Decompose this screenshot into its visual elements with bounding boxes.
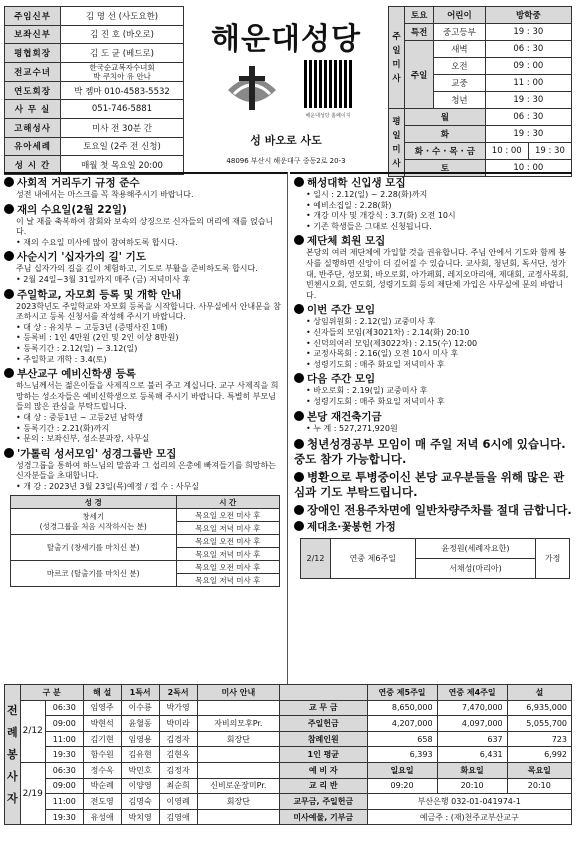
mass-c2: 교중 (434, 75, 486, 92)
column-header: 구 분 (20, 685, 83, 701)
notice-groups (294, 235, 572, 301)
list-item: • 교정사목회 : 2.16(일) 오전 10시 미사 후 (306, 349, 572, 360)
staff-name-line: 김 도 균 (베드로) (89, 48, 154, 59)
list-item: • 성령기도회 : 매주 화요일 저녁미사 후 (306, 360, 572, 371)
flower-candle: 연중 제6주일 (331, 539, 416, 579)
service-time: 09:00 (45, 716, 83, 732)
list-item: • 등록비 : 1인 4만원 (2인 및 2인 이상 8만원) (16, 333, 283, 344)
notice-list (4, 323, 283, 365)
service-b: 김명숙 (121, 794, 159, 810)
staff-name (61, 44, 184, 63)
notice-title (4, 251, 283, 264)
bible-time: 목요일 오전 미사 후 (176, 535, 279, 548)
mass-c1: 토요 (405, 7, 434, 24)
staff-name-line: 토요일 (2주 전 신청) (83, 142, 161, 153)
bullet-icon (294, 521, 304, 531)
weekday-time: 06 : 30 (485, 109, 571, 126)
prep-value: 20:10 (507, 778, 571, 794)
service-b: 박치영 (121, 809, 159, 825)
notice-title (294, 437, 572, 467)
qr-code-icon[interactable] (304, 60, 352, 108)
column-header: 1독서 (121, 685, 159, 701)
notice-title (294, 411, 572, 424)
flower-family: 윤정원(세례자요한) (415, 539, 536, 559)
flower-family: 서채성(마리아) (415, 559, 536, 579)
mass-c1: 특전 (405, 24, 434, 41)
mass-schedule-table (388, 6, 572, 177)
table-row (5, 700, 572, 716)
notice-title (294, 235, 572, 248)
service-a: 유성애 (83, 809, 121, 825)
bible-book-name: 창세기 (82, 511, 105, 521)
bullet-icon (294, 411, 304, 421)
notice-title-text: 장애인 전용주차면에 일반차량주차를 절대 금합니다. (307, 503, 572, 518)
notice-title-text: 부산교구 예비신학생 등록 (17, 368, 136, 381)
finance-header: 설 (507, 685, 571, 701)
service-date: 2/12 (20, 700, 45, 762)
notice-list (294, 190, 572, 232)
finance-key: 1인 평균 (280, 747, 367, 763)
notice-body: 이 날 재를 축복하여 참회와 보속의 상징으로 신자들의 머리에 재를 얹습니다. (16, 216, 274, 237)
service-c: 최순희 (159, 778, 197, 794)
notice-title-text: 해성대학 신입생 모집 (307, 177, 406, 189)
staff-role: 성 시 간 (5, 156, 61, 175)
list-item: • 개강 미사 및 개강식 : 3.7(화) 오전 10시 (306, 211, 572, 222)
column-header: 시 간 (176, 496, 279, 509)
mass-c3: 09 : 00 (485, 58, 571, 75)
notice-title (294, 470, 572, 500)
notice-title-text: 제단체 회원 모집 (307, 235, 386, 248)
bible-book (11, 535, 177, 561)
finance-value: 5,055,700 (507, 716, 571, 732)
service-a: 정수옥 (83, 762, 121, 778)
weekday-day: 화 (405, 126, 486, 143)
notice-title (294, 503, 572, 518)
staff-name-line: 박 젬마 010-4583-5532 (74, 86, 170, 97)
mass-c3: 19 : 30 (485, 24, 571, 41)
staff-row (5, 118, 184, 137)
service-c: 박미라 (159, 716, 197, 732)
bullet-icon (294, 235, 304, 245)
patron-saint: 성 바오로 사도 (250, 134, 322, 147)
bible-time: 목요일 저녁 미사 후 (176, 522, 279, 535)
weekday-time: 19 : 30 (485, 126, 571, 143)
staff-name-line: 051-746-5881 (91, 104, 153, 115)
notice-body: 하느님께서는 젊은이들을 사제직으로 불러 주고 계십니다. 교구 사제직을 희망하는 성소자들은 예비신학생으로 등록해 주시기 바랍니다. 특별히 부모님들의 많은 관심을 부탁드립니다. (16, 381, 279, 412)
service-b: 박민호 (121, 762, 159, 778)
flower-suffix: 가정 (536, 539, 570, 579)
notice-title (4, 448, 283, 461)
list-item: • 주일학교 개학 : 3.4(토) (16, 355, 283, 366)
bible-time: 목요일 오전 미사 후 (176, 509, 279, 522)
service-a: 박순례 (83, 778, 121, 794)
notice-title (294, 177, 572, 190)
list-item: • 대 상 : 중등1년 ~ 고등2년 남학생 (16, 413, 283, 424)
mass-c3: 11 : 00 (485, 75, 571, 92)
finance-value: 637 (437, 731, 507, 747)
notice-youth-bible (294, 437, 572, 467)
table-row (5, 716, 572, 732)
mass-c3: 19 : 30 (485, 92, 571, 109)
list-item: • 등록기간 : 2.12(일) ~ 3.12(일) (16, 344, 283, 355)
service-time: 06:30 (45, 700, 83, 716)
list-item: • 기존 학생들은 그대로 신청됩니다. (306, 222, 572, 233)
notice-bible-group (4, 448, 283, 493)
service-c: 김현옥 (159, 747, 197, 763)
staff-role: 전교수녀 (5, 62, 61, 81)
parish-address: 48096 부산시 해운대구 중동2로 20-3 (226, 157, 346, 165)
bank-holder: 예금주 : (재)천주교부산교구 (367, 809, 571, 825)
list-item: • 바오로회 : 2.19(일) 교중미사 후 (306, 386, 572, 397)
service-d: 회장단 (197, 794, 279, 810)
staff-role: 보좌신부 (5, 25, 61, 44)
mass-c2: 새벽 (434, 41, 486, 58)
table-row (5, 762, 572, 778)
notice-body: 본당의 여러 제단체에 가입할 것을 권유합니다. 주님 안에서 기도와 함께 봉사를 실행하면 신앙이 더 깊어질 수 있습니다. 교사회, 청년회, 독서단, 성가대, 반주단, 성모회, 바오로회, 아가페회, 레지오마리애, 제대회, 교정사목회, 빈첸시오회, 연도회, 성령기도회 등의 제단체 가입은 사무실에 문의 바랍니다. (306, 248, 569, 300)
weekday-day: 월 (405, 109, 486, 126)
bullet-icon (4, 251, 14, 261)
bullet-icon (294, 505, 304, 515)
list-item: • 대 상 : 유치부 ~ 고등3년 (증명사진 1매) (16, 323, 283, 334)
service-a: 박현석 (83, 716, 121, 732)
notice-body: 성경그룹을 통하여 하느님의 말씀과 그 섭리의 은총에 빠져들기를 희망하는 신자분들을 초대합니다. (16, 460, 276, 481)
weekday-time: 19 : 30 (528, 143, 571, 160)
bullet-icon (294, 373, 304, 383)
finance-value: 723 (507, 731, 571, 747)
mass-c2: 중고등부 (434, 24, 486, 41)
table-row (11, 509, 280, 522)
staff-role: 고해성사 (5, 118, 61, 137)
notice-title-text: 사회적 거리두기 규정 준수 (17, 177, 140, 189)
notice-title (294, 304, 572, 317)
mass-c3: 06 : 30 (485, 41, 571, 58)
list-item: • 신덕의여러 모임(제3022차) : 2.15(수) 12:00 (306, 339, 572, 350)
notice-title (4, 204, 283, 217)
notice-this-week (294, 304, 572, 370)
cross-logo-icon (224, 60, 280, 116)
notice-college (294, 177, 572, 232)
table-row (5, 747, 572, 763)
notice-ash-wednesday (4, 204, 283, 249)
notice-title (294, 373, 572, 386)
staff-role: 연도회장 (5, 81, 61, 100)
flower-table (300, 538, 570, 579)
mass-c1: 주일 (405, 41, 434, 109)
staff-name (61, 118, 184, 137)
service-d: 자비의모후Pr. (197, 716, 279, 732)
table-header (5, 685, 572, 701)
prep-header: 일요일 (367, 762, 437, 778)
prep-label: 예 비 자 (280, 762, 367, 778)
notice-list (294, 424, 572, 435)
blank-cell (280, 685, 367, 701)
table-row (5, 809, 572, 825)
notice-title-text: 사순시기 '십자가의 길' 기도 (17, 251, 146, 264)
service-time: 11:00 (45, 794, 83, 810)
liturgy-finance-table (4, 684, 572, 825)
notice-seminarian (4, 368, 283, 445)
prep-value: 09:20 (367, 778, 437, 794)
notice-title-text: 다음 주간 모임 (307, 373, 376, 386)
service-b: 김유현 (121, 747, 159, 763)
staff-role: 평협회장 (5, 44, 61, 63)
staff-name (61, 81, 184, 100)
service-c: 이영례 (159, 794, 197, 810)
weekday-mass-label: 평일미사 (389, 109, 405, 177)
service-a: 함수원 (83, 747, 121, 763)
service-date: 2/19 (20, 762, 45, 824)
table-row (5, 731, 572, 747)
mass-c2: 오전 (434, 58, 486, 75)
service-time: 19:30 (45, 747, 83, 763)
finance-key: 주일헌금 (280, 716, 367, 732)
notice-stations-of-cross (4, 251, 283, 285)
bullet-icon (4, 204, 14, 214)
column-header: 해 설 (83, 685, 121, 701)
notice-body: 주님 십자가의 길을 깊이 체험하고, 기도로 부활을 준비하도록 합시다. (16, 264, 258, 274)
bible-time: 목요일 저녁 미사 후 (176, 548, 279, 561)
staff-role: 주임신부 (5, 7, 61, 26)
finance-value: 658 (367, 731, 437, 747)
notice-title-text: 병환으로 투병중이신 본당 교우분들을 위해 많은 관심과 기도 부탁드립니다. (294, 470, 565, 500)
notice-body: 2023학년도 주일학교와 자모회 등록을 시작합니다. 사무실에서 안내문을 참조하시고 등록 신청서를 작성해 주시기 바랍니다. (16, 301, 281, 322)
notice-title-text: 제대초·꽃봉헌 가정 (307, 521, 396, 534)
prep-header: 목요일 (507, 762, 571, 778)
list-item: • 재의 수요일 미사에 많이 참여하도록 합시다. (16, 238, 283, 249)
notice-title (294, 521, 572, 534)
service-c: 김경자 (159, 731, 197, 747)
list-item: • 신자들의 모임(제3021차) : 2.14(화) 20:10 (306, 328, 572, 339)
list-item: • 누 계 : 527,271,920원 (306, 424, 572, 435)
service-b: 이수룡 (121, 700, 159, 716)
service-a: 임영주 (83, 700, 121, 716)
staff-name-line: 미사 전 30분 간 (92, 123, 152, 134)
staff-name (61, 25, 184, 44)
service-d: 신비로운장미Pr. (197, 778, 279, 794)
staff-name-line: 김 진 호 (바오로) (89, 30, 154, 41)
staff-name (61, 137, 184, 156)
staff-row (5, 25, 184, 44)
finance-value: 6,431 (437, 747, 507, 763)
bullet-icon (4, 368, 14, 378)
notice-title-text: 주일학교, 자모회 등록 및 개학 안내 (17, 288, 182, 301)
bible-book (11, 509, 177, 535)
notice-sunday-school (4, 289, 283, 366)
weekday-time: 10 : 00 (485, 143, 528, 160)
qr-caption: 해운대성당 홈페이지 (305, 113, 351, 119)
notice-list (4, 413, 283, 445)
finance-header: 연중 제5주일 (367, 685, 437, 701)
finance-value: 6,992 (507, 747, 571, 763)
weekday-day: 화 · 수 · 목 · 금 (405, 143, 486, 160)
staff-row (5, 137, 184, 156)
bank-account: 부산은행 032-01-041974-1 (367, 794, 571, 810)
staff-table (4, 6, 184, 175)
prep-header: 화요일 (437, 762, 507, 778)
notice-list (294, 386, 572, 407)
finance-value: 7,470,000 (437, 700, 507, 716)
service-d (197, 809, 279, 825)
list-item: • 상임위원회 : 2.12(일) 교중미사 후 (306, 317, 572, 328)
bank-note: 미사예물, 기부금 (280, 809, 367, 825)
bible-group-table (10, 495, 280, 587)
finance-value: 4,097,000 (437, 716, 507, 732)
table-row (5, 794, 572, 810)
notice-title-text: 이번 주간 모임 (307, 304, 376, 317)
service-b: 윤혈동 (121, 716, 159, 732)
bullet-icon (294, 439, 304, 449)
service-time: 19:30 (45, 809, 83, 825)
list-item: • 2월 24일~3월 31일까지 매주 (금) 저녁미사 후 (16, 275, 283, 286)
finance-value: 4,207,000 (367, 716, 437, 732)
notice-next-week (294, 373, 572, 407)
staff-row (5, 81, 184, 100)
bullet-icon (294, 304, 304, 314)
bible-time: 목요일 오전 미사 후 (176, 561, 279, 574)
weekday-time: 10 : 00 (485, 160, 571, 177)
service-a: 전도영 (83, 794, 121, 810)
notice-title-text: 본당 재건축기금 (307, 410, 382, 423)
bible-book (11, 561, 177, 587)
service-time: 09:00 (45, 778, 83, 794)
notice-title (4, 289, 283, 302)
left-notices (4, 172, 288, 684)
notice-fund (294, 411, 572, 435)
service-a: 김기현 (83, 731, 121, 747)
column-header: 성 경 (11, 496, 177, 509)
notice-title (4, 368, 283, 381)
mass-c3: 방학중 (485, 7, 571, 24)
table-header (11, 496, 280, 509)
column-header: 2독서 (159, 685, 197, 701)
notice-parking (294, 503, 572, 518)
service-b: 이양영 (121, 778, 159, 794)
service-c: 김정자 (159, 762, 197, 778)
right-notices (290, 172, 572, 684)
bullet-icon (294, 177, 304, 187)
column-header: 미사 안내 (197, 685, 279, 701)
notice-prayer (294, 470, 572, 500)
finance-key: 교 무 금 (280, 700, 367, 716)
staff-row (5, 100, 184, 119)
service-d (197, 747, 279, 763)
list-item: • 예비소집일 : 2.28(화) (306, 201, 572, 212)
staff-name-line: 박 쿠치아 유 안나 (93, 71, 151, 81)
finance-key: 참례인원 (280, 731, 367, 747)
list-item: • 일시 : 2.12(일) ~ 2.28(화)까지 (306, 190, 572, 201)
prep-key: 교 리 반 (280, 778, 367, 794)
notice-list (294, 317, 572, 370)
finance-value: 6,393 (367, 747, 437, 763)
staff-role: 사 무 실 (5, 100, 61, 119)
notice-list (4, 482, 283, 493)
mass-c2: 어린이 (434, 7, 486, 24)
notice-list (4, 238, 283, 249)
flower-date: 2/12 (301, 539, 331, 579)
notice-body: 성전 내에서는 마스크를 꼭 착용해주시기 바랍니다. (16, 190, 194, 199)
list-item: • 문의 : 보좌신부, 성소분과장, 사무실 (16, 434, 283, 445)
bible-book-name: 탈출기 (창세기를 마치신 분) (46, 542, 140, 552)
list-item: • 성령기도회 : 매주 화요일 저녁미사 후 (306, 397, 572, 408)
weekday-day: 토 (405, 160, 486, 177)
service-time: 06:30 (45, 762, 83, 778)
staff-name (61, 100, 184, 119)
bible-book-sub: (성경그룹을 처음 시작하시는 분) (39, 521, 147, 531)
notice-distancing (4, 177, 283, 201)
service-b: 임영용 (121, 731, 159, 747)
parish-name: 해운대성당 (211, 22, 361, 57)
bible-time: 목요일 저녁 미사 후 (176, 574, 279, 587)
service-d (197, 700, 279, 716)
parish-header (186, 4, 386, 172)
notice-flower (294, 521, 572, 534)
bible-book-name: 마르코 (탈출기를 마치신 분) (46, 568, 140, 578)
liturgy-side-label: 전례봉사자 (5, 685, 21, 825)
notice-title-text: 재의 수요일(2월 22일) (17, 203, 127, 216)
staff-name-line: 김 명 선 (사도요한) (85, 11, 159, 22)
table-row (11, 535, 280, 548)
staff-row (5, 44, 184, 63)
service-c: 박가영 (159, 700, 197, 716)
prep-value: 20:10 (437, 778, 507, 794)
service-d: 회장단 (197, 731, 279, 747)
service-c: 김영애 (159, 809, 197, 825)
bullet-icon (294, 472, 304, 482)
finance-value: 6,935,000 (507, 700, 571, 716)
finance-value: 8,650,000 (367, 700, 437, 716)
staff-name-line: 한국순교복자수녀회 (89, 62, 155, 72)
list-item: • 등록기간 : 2.21(화)까지 (16, 424, 283, 435)
service-time: 11:00 (45, 731, 83, 747)
staff-name (61, 7, 184, 26)
notice-list (4, 275, 283, 286)
table-row (5, 778, 572, 794)
table-row (11, 561, 280, 574)
notice-title-text: 청년성경공부 모임이 매 주일 저녁 6시에 있습니다. 중도 참가 가능합니다. (294, 437, 566, 467)
service-d (197, 762, 279, 778)
bullet-icon (4, 177, 14, 187)
staff-role: 유아세례 (5, 137, 61, 156)
bullet-icon (4, 289, 14, 299)
notice-title-text: '가톨릭 성서모임' 성경그룹반 모집 (17, 447, 177, 460)
mass-c2: 청년 (434, 92, 486, 109)
staff-name (61, 62, 184, 81)
staff-row (5, 7, 184, 26)
bank-note: 교무금, 주일헌금 (280, 794, 367, 810)
staff-name-line: 매월 첫 목요일 20:00 (81, 160, 163, 171)
staff-row (5, 62, 184, 81)
notice-title (4, 177, 283, 190)
list-item: • 개 강 : 2023년 3월 23일(목)예정 / 접 수 : 사무실 (16, 482, 283, 493)
bullet-icon (4, 448, 14, 458)
sunday-mass-label: 주일미사 (389, 7, 405, 109)
finance-header: 연중 제4주일 (437, 685, 507, 701)
